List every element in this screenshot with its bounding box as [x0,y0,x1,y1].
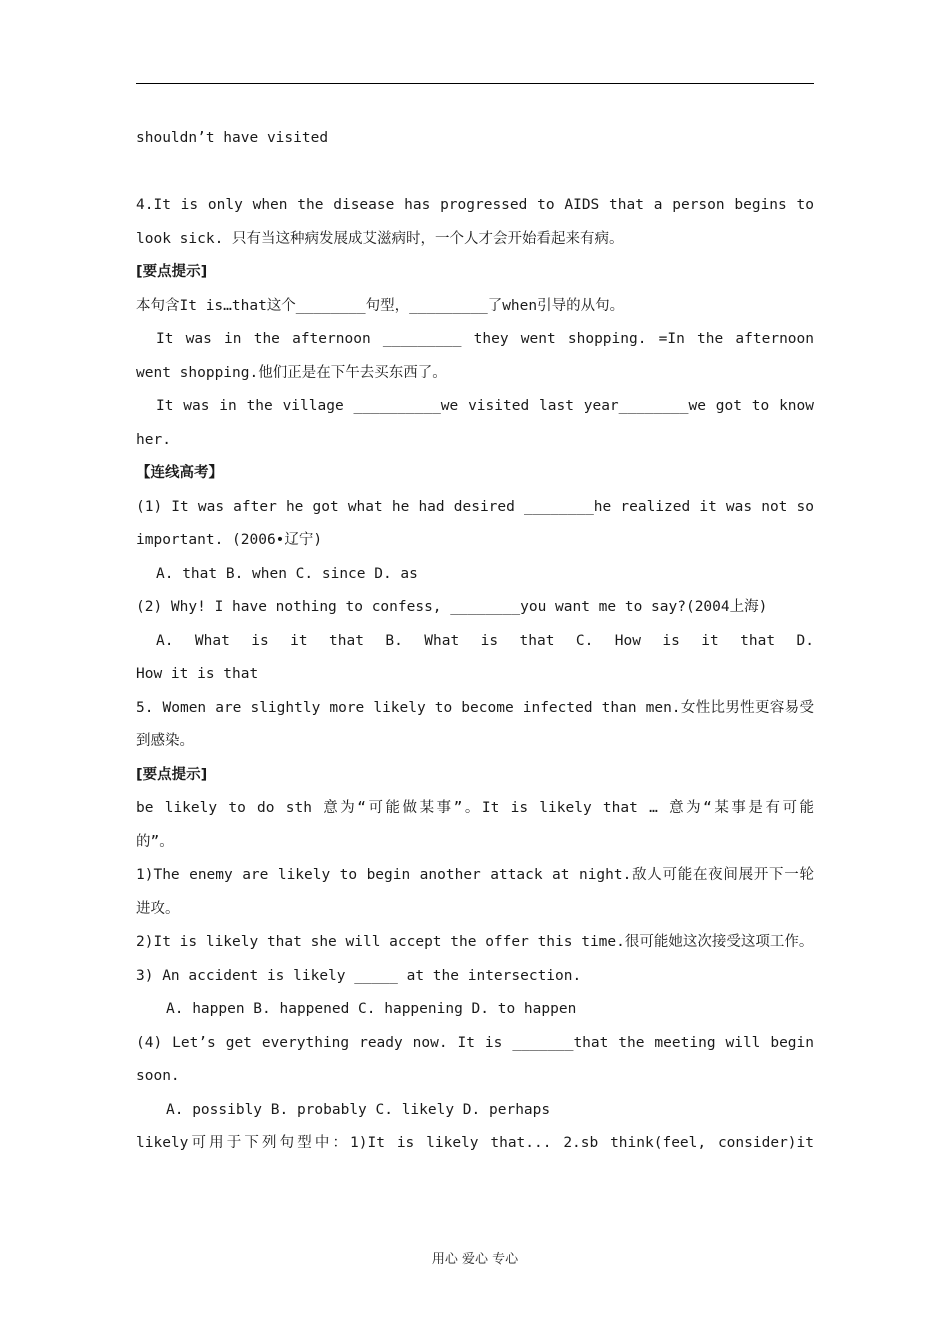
text-line: her. [136,431,171,448]
text-line: 4.It is only when the disease has progressed to AIDS that a person begins to [136,197,814,213]
text-line: 1)The enemy are likely to begin another attack at night.敌人可能在夜间展开下一轮 [136,867,814,883]
answer-options: A. happen B. happened C. happening D. to happen [166,1001,577,1017]
answer-options: A. possibly B. probably C. likely D. perhaps [166,1101,551,1118]
blank-line [136,156,814,190]
text-line: soon. [136,1068,180,1084]
text-line: (1) It was after he got what he had desired ________he realized it was not so [136,498,814,515]
text-line: 到感染。 [136,733,194,749]
section-heading: 【连线高考】 [136,465,223,481]
text-line: shouldn’t have visited [136,130,329,146]
text-line: (2) Why! I have nothing to confess, ________you want me to say?(2004上海) [136,599,768,615]
text-line: likely可用于下列句型中：1)It is likely that... 2.sb think(feel, consider)it [136,1135,814,1151]
text-line: 的”。 [136,833,174,850]
text-line: 进攻。 [136,900,180,917]
text-line: How it is that [136,666,259,682]
text-line: important. (2006•辽宁) [136,532,323,548]
text-line: It was in the village __________we visited last year________we got to know [156,398,814,414]
answer-options: A. that B. when C. since D. as [156,565,418,582]
section-heading: [要点提示] [136,264,208,280]
text-line: 3) An accident is likely _____ at the intersection. [136,967,582,984]
text-line: 本句含It is…that这个________句型，_________了when引导的从句。 [136,297,625,314]
text-line: 5. Women are slightly more likely to become infected than men.女性比男性更容易受 [136,699,814,716]
answer-options: A. What is it that B. What is that C. How is it that D. [156,632,814,649]
document-body [136,122,814,1161]
section-heading: [要点提示] [136,766,208,783]
text-line: look sick. 只有当这种病发展成艾滋病时，一个人才会开始看起来有病。 [136,230,624,247]
header-rule [136,83,814,84]
text-line: be likely to do sth 意为“可能做某事”。It is likely that … 意为“某事是有可能 [136,800,814,816]
page-footer: 用心 爱心 专心 [431,1252,519,1267]
text-line: (4) Let’s get everything ready now. It is _______that the meeting will begin [136,1034,814,1051]
text-line: 2)It is likely that she will accept the offer this time.很可能她这次接受这项工作。 [136,934,814,950]
text-line: went shopping.他们正是在下午去买东西了。 [136,364,447,381]
text-line: It was in the afternoon _________ they went shopping. =In the afternoon [156,331,814,347]
